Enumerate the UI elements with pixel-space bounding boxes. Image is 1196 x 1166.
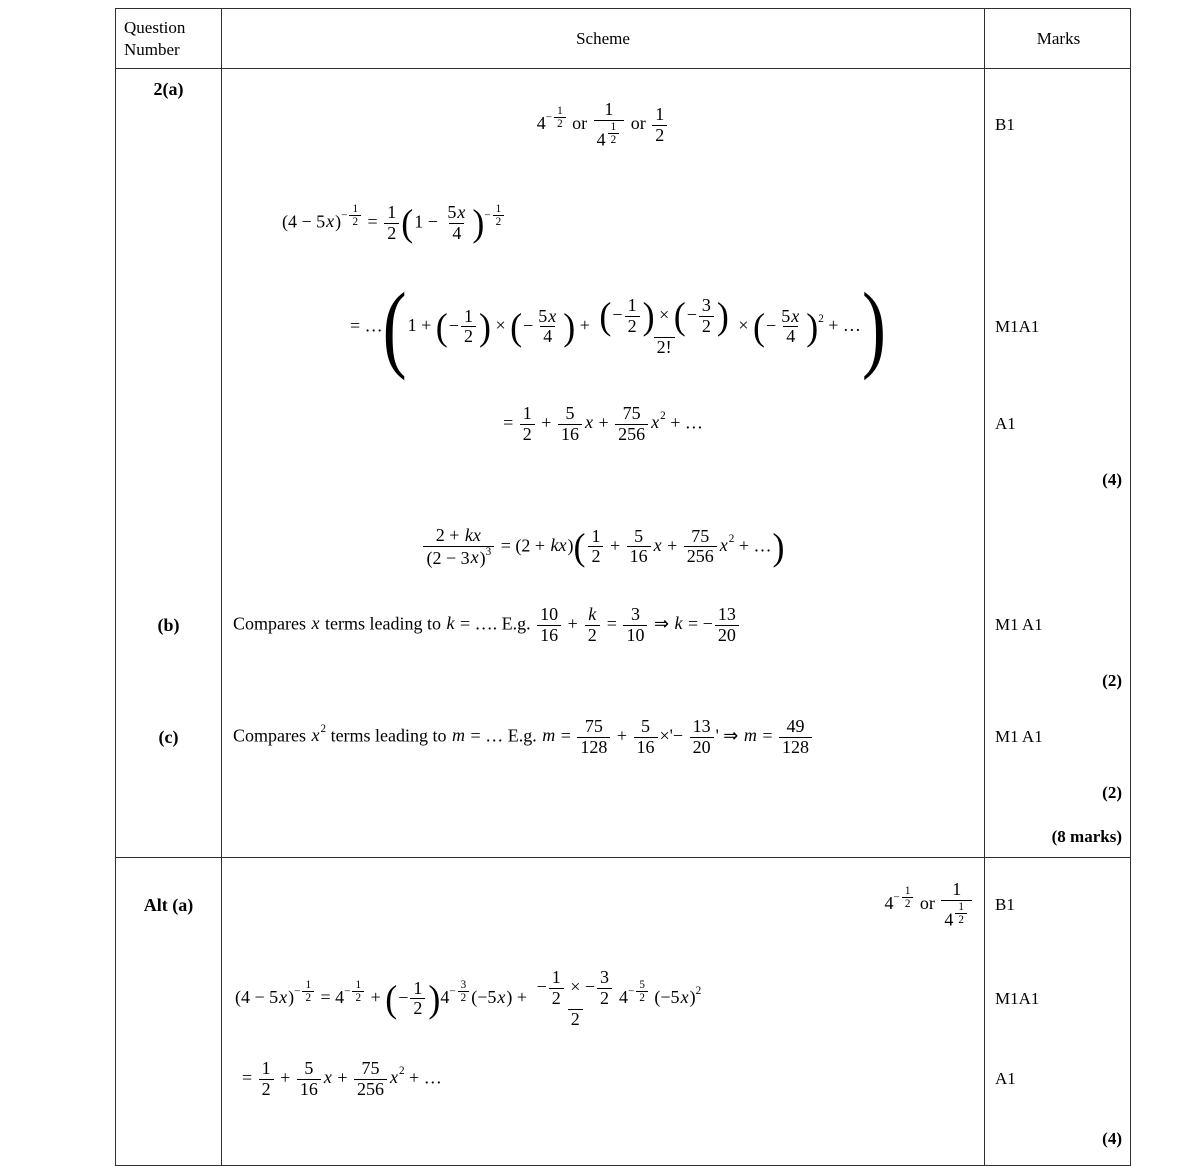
math-expression-alt-line3: = $\frac{1}{2}$ + $\frac{5}{16}$ x + $\frac{75}{256}$ x2 + … xyxy=(242,1057,442,1099)
mark-2a-a1 xyxy=(984,389,1130,459)
math-expression-2a-line5: $\frac{2 + kx}{(2 - 3x)3}$ = (2 + kx) ( $\frac{1}{2}$ + $\frac{5}{16}$ x + $\frac{75}{256}$ x2 + … ) xyxy=(421,526,784,569)
mark-label-b1: B1 xyxy=(995,115,1015,134)
header-question-number-label: Question Number xyxy=(124,18,186,59)
mark-label-a1: A1 xyxy=(995,414,1016,433)
mark-label-c-m1a1: M1 A1 xyxy=(995,727,1043,746)
mark-label-alt-a1: A1 xyxy=(995,1069,1016,1088)
mark-2a-b1 xyxy=(984,69,1130,181)
cell-empty xyxy=(116,769,222,817)
mark-label-alt-m1a1: M1A1 xyxy=(995,989,1040,1008)
mark-subtotal-4: (4) xyxy=(1102,470,1122,489)
mark-b-subtotal xyxy=(984,657,1130,705)
cell-empty xyxy=(222,1112,984,1165)
mark-label-m1a1: M1A1 xyxy=(995,317,1040,336)
scheme-2a-line5 xyxy=(222,501,984,593)
math-expression-alt-line2: (4 − 5x)− $\frac{1}{2}$ = 4− $\frac{1}{2}$ + ( − $\frac{1}{2}$ ) 4− $\frac{3}{2}$ (−5x) + − $\frac{1}{2}$ × − $\frac{3}{2}$ 2 4− $\frac{5}{2}$ (−5x)2 xyxy=(235,967,702,1029)
cell-empty xyxy=(116,952,222,1046)
mark-alt-b1 xyxy=(984,857,1130,952)
mark-total-label: (8 marks) xyxy=(1051,827,1122,846)
cell-empty xyxy=(116,389,222,459)
math-expression-c: Compares x2 terms leading to m = … E.g. m = $\frac{75}{128}$ + $\frac{5}{16}$ ×'− $\frac{13}{20}$ ' ⇒ m = $\frac{49}{128}$ xyxy=(233,717,814,758)
mark-label-alt-b1: B1 xyxy=(995,895,1015,914)
mark-subtotal-alt-4: (4) xyxy=(1102,1128,1122,1148)
math-expression-2a-line1: 4− $\frac{1}{2}$ or 1 4 $\frac{1}{2}$ or $\frac{1}{2}$ xyxy=(537,100,669,150)
question-number-alt-a-label: Alt (a) xyxy=(143,894,194,915)
question-number-alt-a xyxy=(116,857,222,952)
cell-empty xyxy=(116,181,222,265)
mark-2a-subtotal xyxy=(984,459,1130,501)
mark-alt-subtotal xyxy=(984,1112,1130,1165)
mark-label-b-m1a1: M1 A1 xyxy=(995,615,1043,634)
cell-empty xyxy=(116,459,222,501)
header-scheme xyxy=(222,9,984,69)
cell-empty xyxy=(222,459,984,501)
cell-empty xyxy=(116,501,222,593)
scheme-2a-line4 xyxy=(222,389,984,459)
mark-2a-m1a1 xyxy=(984,265,1130,389)
header-scheme-label: Scheme xyxy=(576,28,630,48)
scheme-alt-line2 xyxy=(222,952,984,1046)
scheme-alt-line3 xyxy=(222,1046,984,1112)
header-marks xyxy=(984,9,1130,69)
cell-empty xyxy=(984,181,1130,265)
scheme-2a-line1 xyxy=(222,69,984,181)
cell-empty xyxy=(222,657,984,705)
question-number-b-label: (b) xyxy=(157,614,180,635)
cell-empty xyxy=(222,769,984,817)
mark-alt-a1 xyxy=(984,1046,1130,1112)
mark-subtotal-2c: (2) xyxy=(1102,783,1122,802)
cell-empty xyxy=(116,1046,222,1112)
header-question-number xyxy=(116,9,222,69)
cell-empty xyxy=(116,1112,222,1165)
question-number-b xyxy=(116,593,222,657)
scheme-c-line xyxy=(222,705,984,769)
scheme-2a-line2 xyxy=(222,181,984,265)
mark-alt-m1a1 xyxy=(984,952,1130,1046)
scheme-alt-line1 xyxy=(222,857,984,952)
question-number-c xyxy=(116,705,222,769)
mark-scheme-table xyxy=(115,8,1131,1166)
mark-c-subtotal xyxy=(984,769,1130,817)
cell-empty xyxy=(116,657,222,705)
cell-empty xyxy=(222,817,984,857)
question-number-2a-label: 2(a) xyxy=(153,79,184,99)
cell-empty xyxy=(116,817,222,857)
question-number-2a xyxy=(116,69,222,181)
cell-empty xyxy=(116,265,222,389)
math-expression-b: Compares x terms leading to k = …. E.g. $\frac{10}{16}$ + $\frac{k}{2}$ = $\frac{3}{10}$ ⇒ k = − $\frac{13}{20}$ xyxy=(233,605,741,646)
question-number-c-label: (c) xyxy=(158,726,179,747)
scheme-b-line xyxy=(222,593,984,657)
mark-subtotal-2b: (2) xyxy=(1102,671,1122,690)
math-expression-alt-line1: 4− $\frac{1}{2}$ or 1 4 $\frac{1}{2}$ xyxy=(885,880,974,930)
mark-b-m1a1 xyxy=(984,593,1130,657)
math-expression-2a-line4: = $\frac{1}{2}$ + $\frac{5}{16}$ x + $\frac{75}{256}$ x2 + … xyxy=(503,402,703,444)
scheme-2a-line3 xyxy=(222,265,984,389)
mark-total xyxy=(984,817,1130,857)
cell-empty xyxy=(984,501,1130,593)
mark-c-m1a1 xyxy=(984,705,1130,769)
math-expression-2a-line2: (4 − 5x)− $\frac{1}{2}$ = $\frac{1}{2}$ ( 1 − $\frac{5x}{4}$ ) − $\frac{1}{2}$ xyxy=(282,203,506,244)
header-marks-label: Marks xyxy=(1036,28,1081,48)
math-expression-2a-line3: = … ( 1 + ( − $\frac{1}{2}$ ) × ( − $\frac{5x}{4}$ ) + ( − $\frac{1}{2}$ ) × ( − $\frac{3}{2}$ ) 2! × ( − $\frac{5x}{4}$ ) 2 + … ) xyxy=(350,272,886,381)
